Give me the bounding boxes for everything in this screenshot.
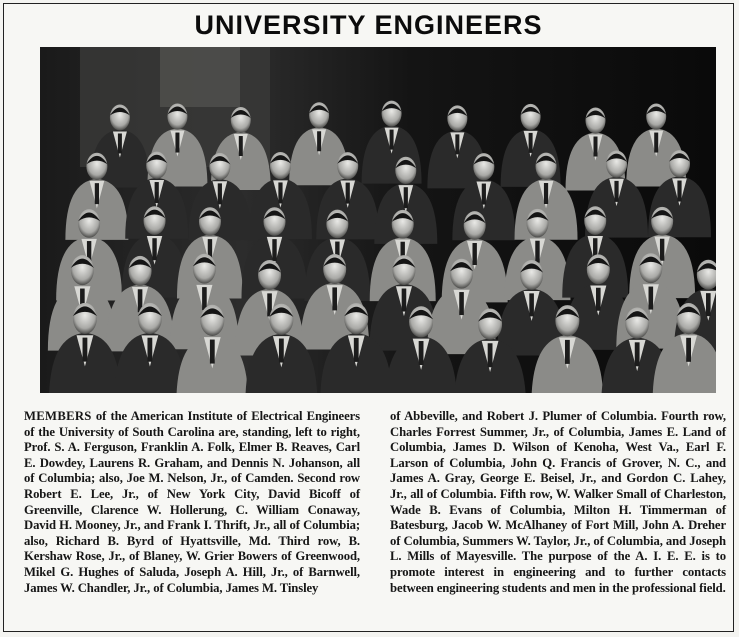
group-photo [40,47,716,393]
person-tie [354,338,359,362]
person-tie [649,287,654,310]
person-tie [535,241,539,263]
person-tie [529,133,533,153]
person-tie [594,137,598,157]
person-tie [677,181,681,202]
person-tie [278,182,282,203]
person-tie [488,343,493,367]
caption-left-column [24,409,360,629]
caption-right-column: of Abbeville, and Robert J. Plumer of Columbia. Fourth row, Charles Forrest Summer, Jr., of Columbia, James E. Land of Columbia, James D. Wilson of Kenoha, West Va., Earl F. Larson of Columbia, John Q. Francis of Grover, N. C., and James A. Gray, George E. Beisel, Jr., and Gordon C. Lahey, Jr., all of Columbia. Fifth row, W. Walker Small of Charleston, Wade B. Evans of Columbia, Milton H. Timmerman of Batesburg, Jacob W. McAlhaney of Fort Mill, John A. Dreher of Columbia, Summers W. Taylor, Jr., of Columbia, and Joseph L. Mills of Mayesville. The purpose of the A. I. E. E. is to promote interest in engineering and to further contacts between engineering students and men in the professional field. [390,409,726,595]
person-tie [455,134,459,154]
person-tie [544,183,548,204]
person-tie [155,182,159,203]
person-tie [147,338,152,362]
group-photo-drawing [40,47,716,393]
person-tie [660,239,664,261]
person-tie [654,133,658,153]
headline: UNIVERSITY ENGINEERS [194,10,543,40]
person-tie [402,289,407,312]
newspaper-clipping [3,3,734,632]
person-tie [210,340,215,364]
person-tie [596,288,601,311]
person-tie [482,184,486,205]
person-tie [614,181,618,202]
person-tie [202,287,207,310]
caption-lead-in: MEMBERS [24,409,92,423]
person-tie [239,136,243,156]
caption-left-text: of the American Institute of Electrical Engineers of the University of South Carolina are, standing, left to right, Prof. S. A. Ferguson, Franklin A. Folk, Elmer B. Reaves, Carl E. Dowdey, Laurens R. Graham, and Dennis N. Johanson, all of Columbia; also, Joe M. Nelson, Jr., of Camden. Second row Robert E. Lee, Jr., of New York City, David Bicoff of Greenville, Clarence W. Hollerung, C. William Conaway, David H. Mooney, Jr., and Frank I. Thrift, Jr., all of Columbia; also, Richard B. Byrd of Hyattsville, Md. Third row, B. Kershaw Rose, Jr., of Blaney, W. Grier Bowers of Greenwood, Mikel G. Hughes of Saluda, Joseph A. Hill, Jr., of Barnwell, James W. Chandler, Jr., of Columbia, James M. Tinsley [24,409,360,595]
person-tie [635,342,640,366]
person-tie [118,133,122,153]
person-tie [472,243,476,265]
person-tie [565,340,570,364]
person-tie [279,339,284,363]
person-tie [317,131,321,151]
person-tie [332,287,337,310]
person-tie [706,293,711,316]
person-tie [404,187,408,208]
person-tie [346,183,350,204]
person-tie [218,183,222,204]
person-tie [529,293,534,316]
person-tie [272,239,276,261]
person-tie [152,238,156,260]
person-tie [459,292,464,315]
person-tie [95,183,99,204]
person-tie [175,133,179,153]
person-tie [83,338,88,362]
person-tie [390,130,394,150]
person-tie [419,341,424,365]
person-tie [686,338,691,362]
